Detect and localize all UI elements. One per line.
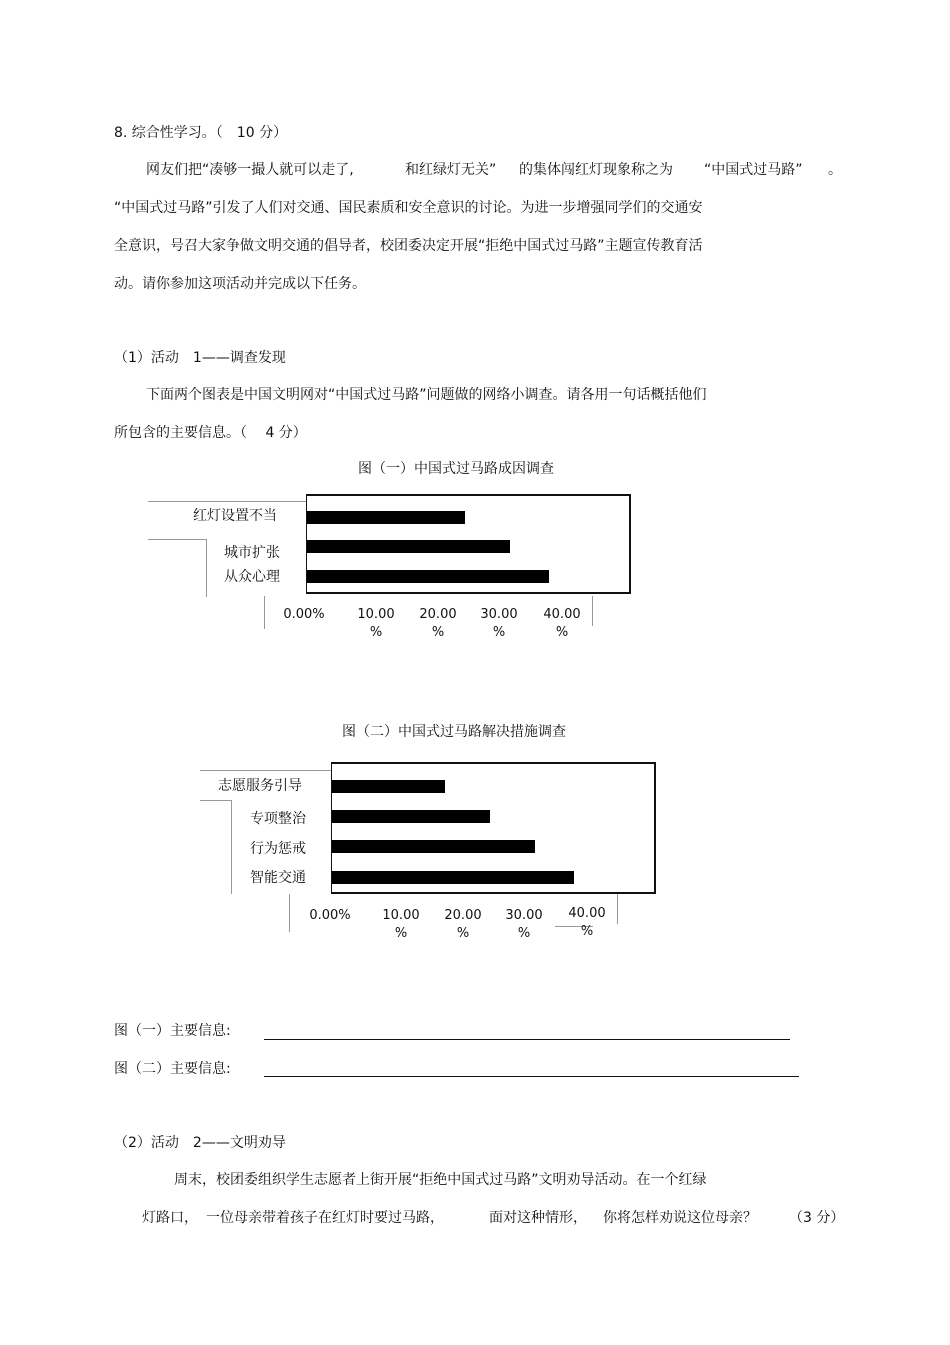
intro-line-1c: 的集体闯红灯现象称之为	[519, 162, 673, 178]
chart2-category-label: 智能交通	[250, 870, 306, 886]
chart2-tick-label: 40.00 %	[568, 906, 606, 939]
fig1-answer-line[interactable]	[264, 1039, 790, 1040]
intro-line-3: 全意识，号召大家争做文明交通的倡导者，校团委决定开展“拒绝中国式过马路”主题宣传教育活	[114, 238, 703, 254]
fig2-answer-label: 图（二）主要信息:	[114, 1061, 231, 1077]
activity2-line-2d: 你将怎样劝说这位母亲？	[603, 1210, 757, 1226]
intro-line-1e: 。	[828, 162, 842, 178]
chart2-bar	[332, 840, 535, 853]
intro-line-1b: 和红绿灯无关”	[405, 162, 497, 178]
chart1-bar	[307, 570, 549, 583]
activity2-line-2a: 灯路口，	[142, 1210, 198, 1226]
chart2-tick-label: 30.00 %	[505, 908, 543, 941]
chart2-category-label: 行为惩戒	[250, 841, 306, 857]
chart2-category-label: 志愿服务引导	[218, 778, 302, 794]
chart2-bar	[332, 871, 574, 884]
fig1-answer-label: 图（一）主要信息:	[114, 1023, 231, 1039]
activity1-prompt-2: 所包含的主要信息。（ 4 分）	[114, 425, 307, 441]
chart1-category-label: 从众心理	[224, 569, 280, 585]
chart2-title: 图（二）中国式过马路解决措施调查	[342, 724, 566, 740]
intro-line-2: “中国式过马路”引发了人们对交通、国民素质和安全意识的讨论。为进一步增强同学们的交通安	[114, 200, 703, 216]
activity2-line-2b: 一位母亲带着孩子在红灯时要过马路，	[206, 1210, 444, 1226]
chart1-tick-label: 40.00 %	[543, 607, 581, 640]
chart1-category-label: 城市扩张	[224, 545, 280, 561]
chart1-tick-label: 30.00 %	[480, 607, 518, 640]
chart2-tick-label: 10.00 %	[382, 908, 420, 941]
chart1-tick-label: 20.00 %	[419, 607, 457, 640]
activity1-heading: （1）活动 1——调查发现	[114, 350, 286, 366]
activity2-line-1: 周末，校团委组织学生志愿者上街开展“拒绝中国式过马路”文明劝导活动。在一个红绿	[174, 1172, 707, 1188]
chart2-tick-label: 0.00%	[309, 908, 351, 923]
activity2-line-2e: （3 分）	[789, 1210, 845, 1226]
chart1-bar	[307, 511, 465, 524]
chart1-bar	[307, 540, 510, 553]
chart1-category-label: 红灯设置不当	[193, 508, 277, 524]
chart2-bar	[332, 780, 445, 793]
fig2-answer-line[interactable]	[264, 1076, 799, 1077]
intro-line-4: 动。请你参加这项活动并完成以下任务。	[114, 276, 366, 292]
activity2-heading: （2）活动 2——文明劝导	[114, 1135, 286, 1151]
activity1-prompt-1: 下面两个图表是中国文明网对“中国式过马路”问题做的网络小调查。请各用一句话概括他们	[146, 387, 707, 403]
activity2-line-2c: 面对这种情形，	[489, 1210, 587, 1226]
chart1-tick-label: 10.00 %	[357, 607, 395, 640]
chart2-tick-label: 20.00 %	[444, 908, 482, 941]
intro-line-1a: 网友们把“凑够一撮人就可以走了,	[146, 162, 354, 178]
intro-line-1d: “中国式过马路”	[704, 162, 803, 178]
chart1-title: 图（一）中国式过马路成因调查	[358, 461, 554, 477]
chart2-category-label: 专项整治	[250, 811, 306, 827]
chart2-bar	[332, 810, 490, 823]
chart1-tick-label: 0.00%	[283, 607, 325, 622]
question-title: 8. 综合性学习。（ 10 分）	[114, 125, 288, 141]
